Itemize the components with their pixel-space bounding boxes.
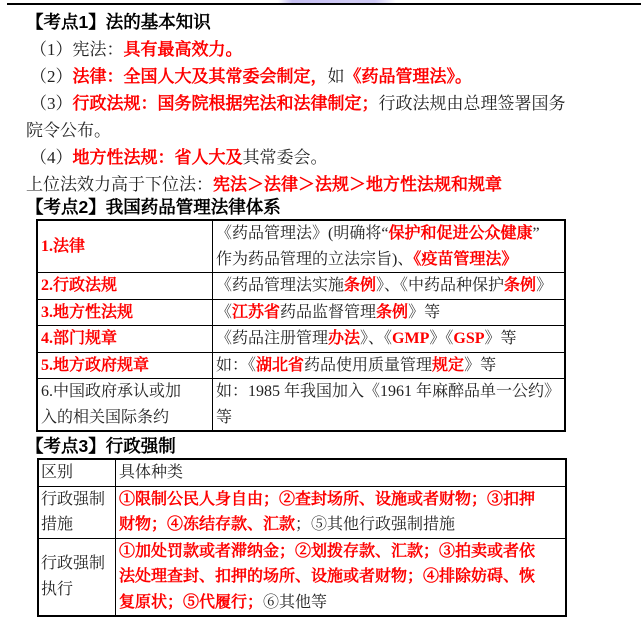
text-line [216, 379, 561, 405]
body-text: 等 [216, 408, 233, 426]
row-value-cell [213, 326, 564, 352]
table-row [38, 352, 564, 379]
top-divider-rule [7, 3, 641, 5]
red-emphasis-text: 规定 [432, 356, 465, 374]
text-line [41, 405, 209, 431]
kp1-line-law [26, 63, 630, 90]
body-text: 》《 [429, 330, 454, 347]
red-emphasis-text: ①限制公民人身自由；②查封场所、设施或者财物；③扣押 [119, 490, 536, 508]
table-row [38, 299, 564, 326]
red-emphasis-text: 具有最高效力。 [123, 40, 243, 59]
red-emphasis-text: 3.地方性法规 [41, 303, 134, 321]
row-label-cell [38, 353, 213, 379]
table-row [38, 272, 564, 299]
row-value-cell [213, 379, 564, 430]
keypoint1-title: 【考点1】法的基本知识 [26, 12, 211, 32]
body-text: 《 [216, 303, 233, 321]
text-line [216, 247, 561, 273]
row-label-cell [39, 539, 116, 616]
red-emphasis-text: 《疫苗管理法》 [413, 250, 518, 268]
red-emphasis-text: 条例 [344, 277, 377, 294]
body-text: 《药品管理法实施 [216, 277, 345, 294]
table-row [38, 325, 564, 352]
row-value-cell [116, 487, 565, 538]
body-text: 如：《 [216, 356, 257, 374]
body-text: 》 [536, 277, 553, 294]
text-line [41, 300, 209, 326]
red-emphasis-text: GSP [453, 330, 485, 347]
red-emphasis-text: 宪法＞法律＞法规＞地方性法规和规章 [213, 175, 502, 194]
text-line [216, 353, 561, 379]
red-emphasis-text: 行政法规：国务院根据宪法和法律制定； [72, 94, 379, 113]
row-value-cell [213, 221, 564, 272]
body-text: 其常委会。 [242, 148, 328, 167]
text-line [41, 460, 113, 486]
row-label-cell [38, 273, 213, 299]
kp1-line-local-regulation [26, 144, 630, 171]
red-emphasis-text: 条例 [376, 303, 409, 321]
body-text: 如 [327, 67, 345, 86]
row-label-cell [38, 379, 213, 430]
body-text: 执行 [41, 580, 74, 598]
body-text: （1）宪法： [30, 40, 124, 59]
red-emphasis-text: 2.行政法规 [41, 277, 118, 294]
row-value-cell [213, 353, 564, 379]
red-emphasis-text: 江苏省 [232, 303, 281, 321]
text-line [216, 300, 561, 326]
red-emphasis-text: GMP [392, 330, 430, 347]
body-text: 作为药品管理的立法宗旨)、 [216, 250, 414, 268]
body-text: 》、《 [360, 330, 393, 347]
legal-system-table [36, 219, 566, 432]
body-text: ” [532, 225, 540, 242]
red-emphasis-text: 4.部门规章 [41, 330, 118, 347]
kp1-line-constitution [26, 36, 630, 63]
table-header-row [39, 460, 565, 486]
red-emphasis-text: 1.法律 [41, 237, 86, 255]
red-emphasis-text: 地方性法规：省人大及 [72, 148, 243, 167]
row-label-cell [39, 487, 116, 538]
table-row [39, 538, 565, 616]
text-line [41, 512, 113, 538]
table-row [38, 221, 564, 272]
kp1-line-hierarchy [26, 171, 630, 198]
body-text: 《药品注册管理 [216, 330, 329, 347]
text-line [119, 512, 562, 538]
body-text: 行政强制 [41, 490, 106, 508]
text-line [41, 487, 113, 513]
text-line [119, 564, 562, 590]
red-emphasis-text: 复原状；⑤代履行； [119, 593, 264, 611]
body-text: 具体种类 [119, 464, 184, 481]
row-value-cell [116, 539, 565, 616]
text-line [119, 487, 562, 513]
red-emphasis-text: 湖北省 [256, 356, 305, 374]
text-line [41, 353, 209, 379]
row-value-cell [213, 273, 564, 299]
body-text: 区别 [41, 464, 74, 481]
header-value-cell [116, 460, 565, 486]
body-text: 》等 [408, 303, 441, 321]
text-line [216, 221, 561, 247]
red-emphasis-text: 5.地方政府规章 [41, 356, 150, 374]
text-line [216, 405, 561, 431]
red-emphasis-text: 办法 [328, 330, 361, 347]
body-text: ；⑤其他行政强制措施 [295, 516, 456, 533]
body-text: （2） [30, 67, 73, 86]
text-line [41, 234, 209, 260]
body-text: 》、《中药品种保护 [376, 277, 505, 294]
row-label-cell [38, 300, 213, 326]
red-emphasis-text: ①加处罚款或者滞纳金；②划拨存款、汇款；③拍卖或者依 [119, 542, 536, 560]
row-label-cell [38, 221, 213, 272]
admin-enforcement-table [37, 458, 567, 617]
body-text: 行政法规由总理签署国务 [378, 94, 566, 113]
text-line [119, 539, 562, 565]
text-line [119, 590, 562, 616]
table-row [38, 378, 564, 430]
body-text: 措施 [41, 516, 74, 533]
text-line [41, 551, 113, 577]
body-text: 入的相关国际条约 [41, 408, 170, 426]
body-text: 院令公布。 [26, 121, 111, 140]
table-row [39, 486, 565, 538]
kp1-line-admin-regulation [26, 90, 630, 117]
row-value-cell [213, 300, 564, 326]
body-text: （4） [30, 148, 73, 167]
body-text: 上位法效力高于下位法： [26, 175, 213, 194]
body-text: （3） [30, 94, 73, 113]
body-text: 如：1985 年我国加入《1961 年麻醉品单一公约》 [216, 383, 561, 400]
red-emphasis-text: 财物；④冻结存款、汇款 [119, 516, 296, 533]
kp1-line-admin-regulation-cont [26, 117, 630, 144]
text-line [41, 273, 209, 299]
red-emphasis-text: 法律：全国人大及其常委会制定， [72, 67, 328, 86]
text-line [216, 326, 561, 352]
body-text: 》等 [464, 356, 497, 374]
row-label-cell [38, 326, 213, 352]
keypoint2-title: 【考点2】我国药品管理法律体系 [26, 197, 281, 217]
red-emphasis-text: 条例 [504, 277, 537, 294]
keypoint3-title: 【考点3】行政强制 [26, 436, 176, 456]
red-emphasis-text: 《药品管理法》。 [344, 67, 472, 86]
text-line [216, 273, 561, 299]
body-text: 6.中国政府承认或加 [41, 383, 182, 400]
text-line [41, 577, 113, 603]
text-line [41, 326, 209, 352]
text-line [119, 460, 562, 486]
body-text: 》等 [484, 330, 517, 347]
red-emphasis-text: 保护和促进公众健康 [388, 225, 533, 242]
body-text: 药品监督管理 [280, 303, 377, 321]
text-line [41, 379, 209, 405]
body-text: ⑥其他等 [263, 593, 328, 611]
red-emphasis-text: 法处理查封、扣押的场所、设施或者财物；④排除妨碍、恢 [119, 568, 536, 585]
header-label-cell [39, 460, 116, 486]
notes-body [26, 8, 630, 617]
body-text: 《药品管理法》(明确将“ [216, 225, 389, 242]
body-text: 行政强制 [41, 555, 106, 573]
cropped-header-text-artifact [278, 0, 396, 3]
body-text: 药品使用质量管理 [304, 356, 433, 374]
